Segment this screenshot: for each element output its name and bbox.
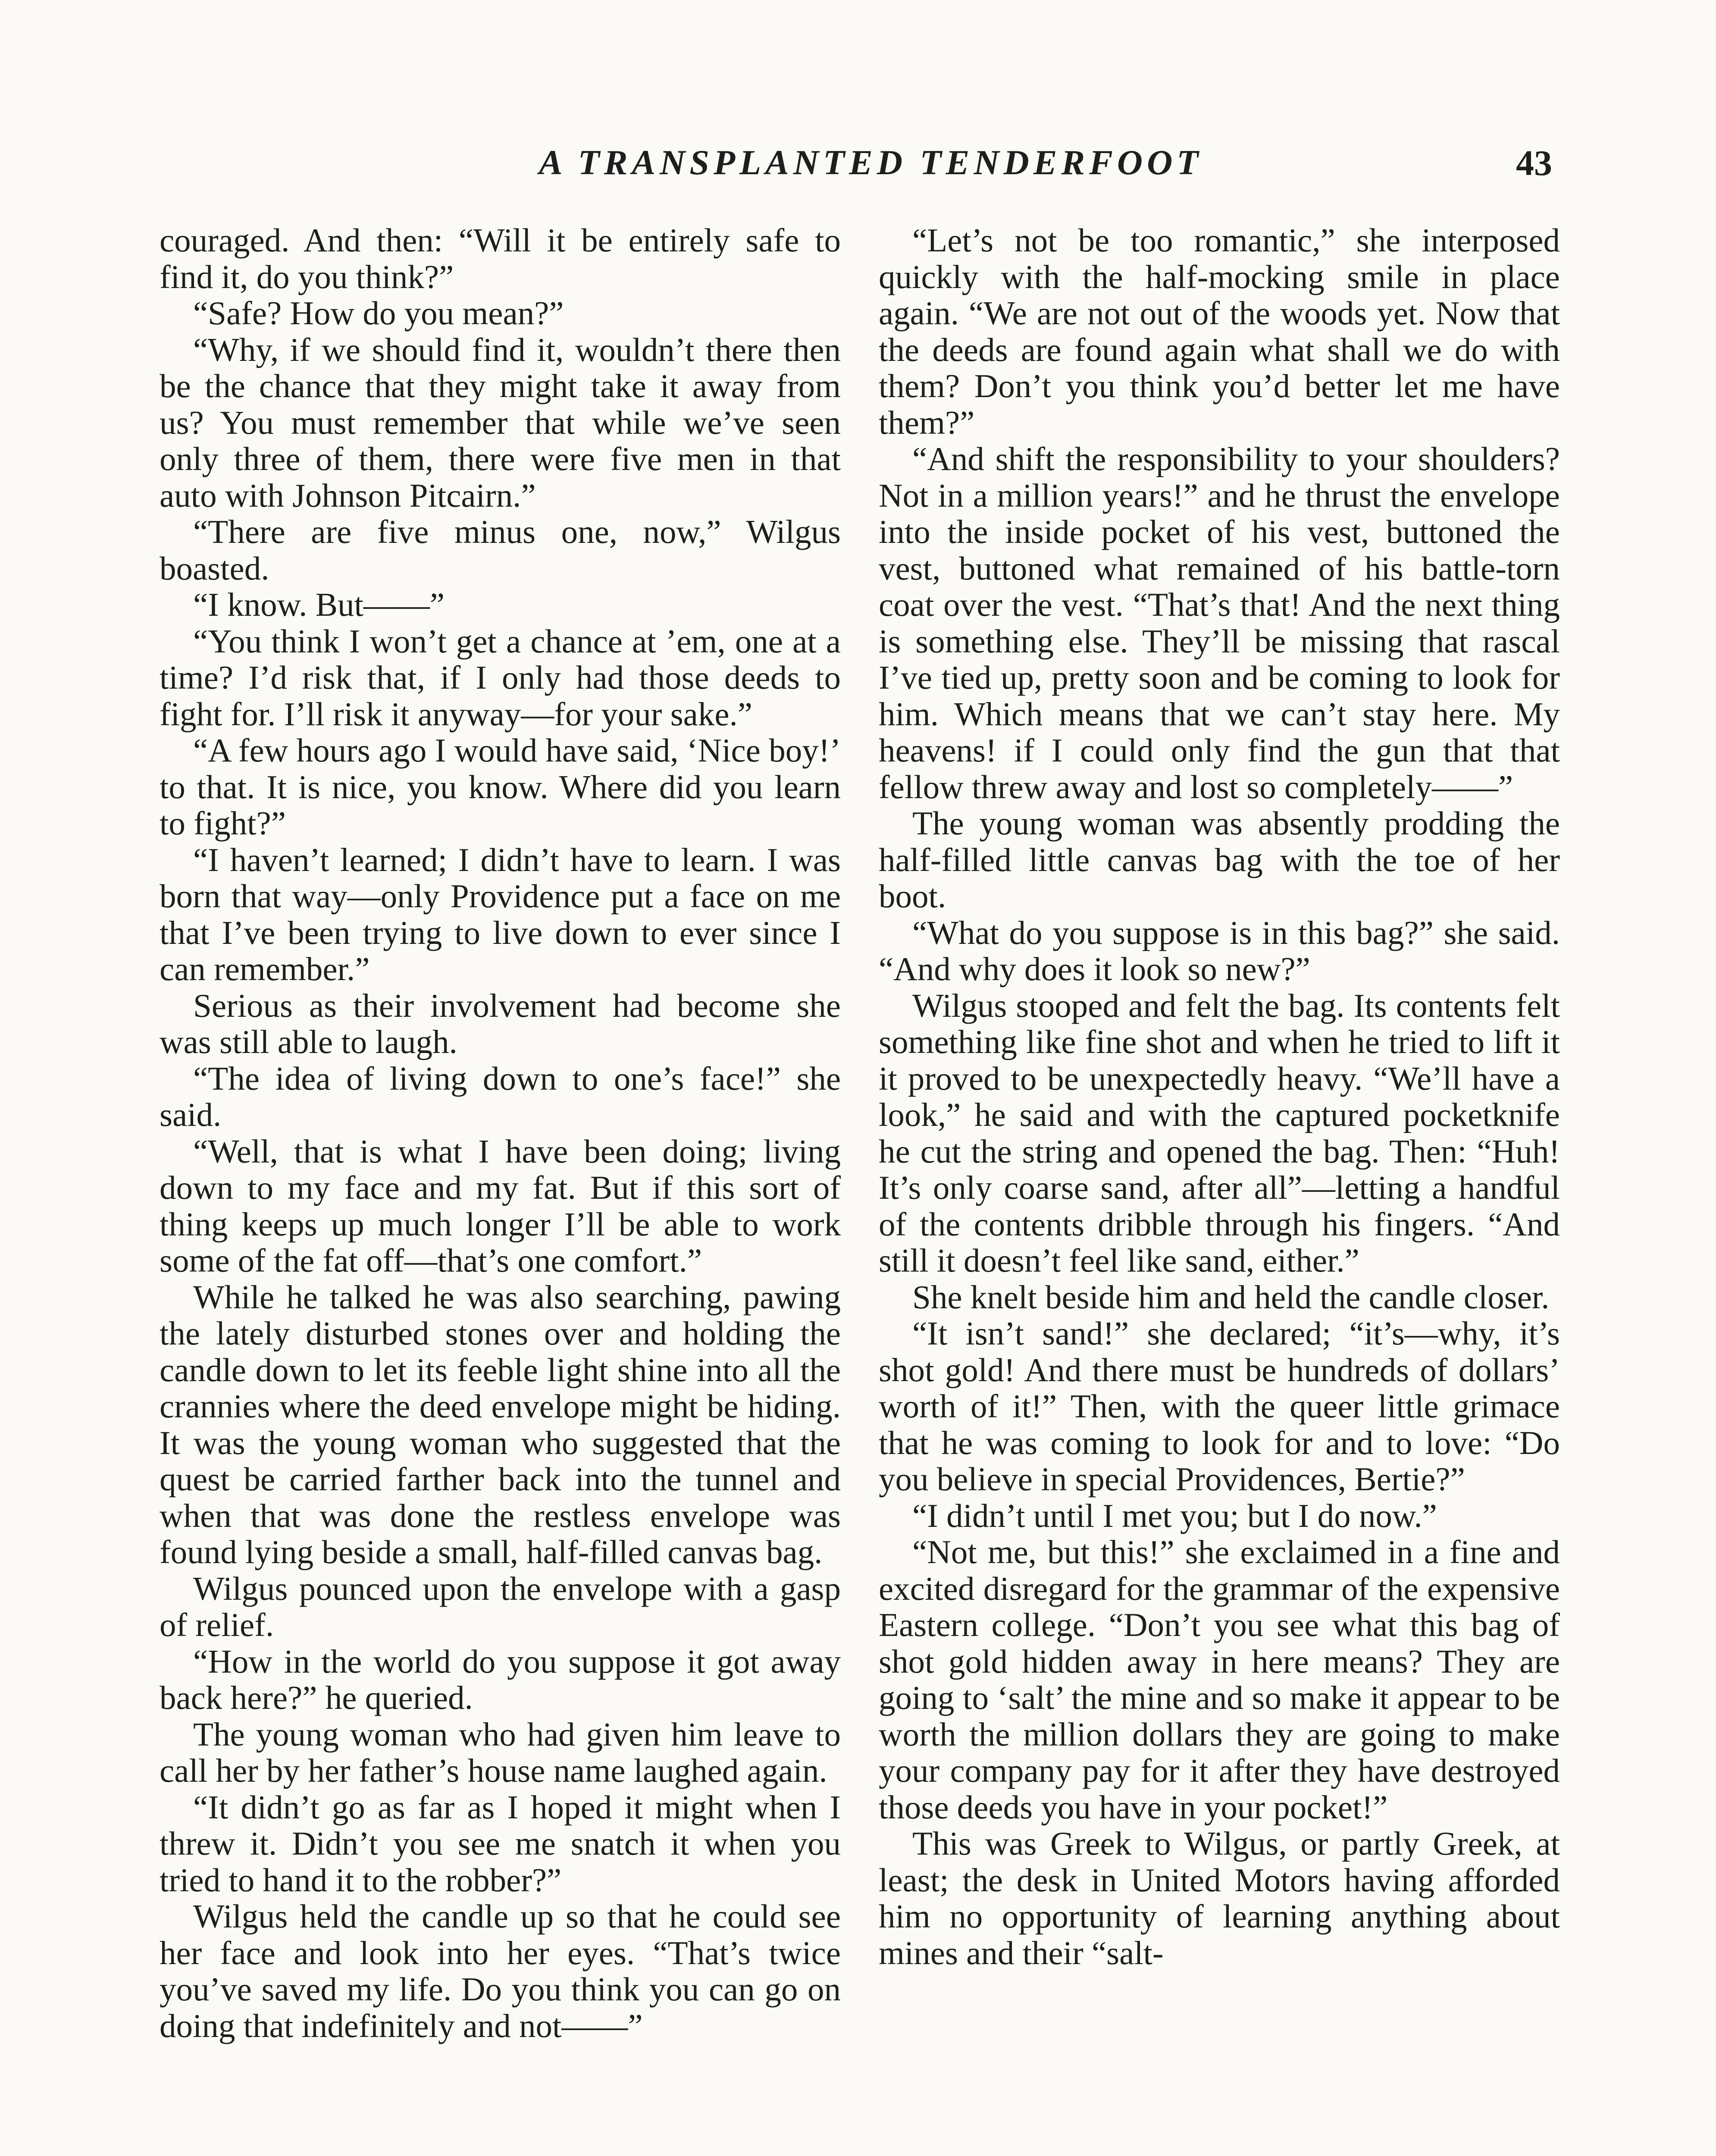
paragraph: “How in the world do you suppose it got away back here?” he queried. — [160, 1642, 841, 1716]
paragraph: Wilgus pounced upon the envelope with a gasp of relief. — [160, 1570, 841, 1643]
paragraph: “Why, if we should find it, wouldn’t there then be the chance that they might take it away from us? You must remember that while we’ve seen only three of them, there were five men in that auto with Johnson Pitcairn.” — [160, 331, 841, 514]
paragraph: “The idea of living down to one’s face!” she said. — [160, 1059, 841, 1133]
paragraph: “I know. But——” — [193, 586, 445, 623]
running-title: A TRANSPLANTED TENDERFOOT — [539, 143, 1203, 182]
paragraph: “A few hours ago I would have said, ‘Nice boy!’ to that. It is nice, you know. Where did you learn to fight?” — [160, 732, 841, 842]
page-header — [160, 142, 1556, 190]
article-body — [160, 222, 1560, 2156]
paragraph: “I didn’t until I met you; but I do now.” — [912, 1497, 1437, 1534]
paragraph: “It isn’t sand!” she declared; “it’s—why, it’s shot gold! And there must be hundreds of dollars’ worth of it!” Then, with the queer little grimace that he was coming to look for and to love: “Do you believe in special Providences, Bertie?” — [879, 1315, 1560, 1498]
paragraph: “Safe? How do you mean?” — [193, 295, 564, 332]
paragraph: She knelt beside him and held the candle closer. — [912, 1278, 1550, 1316]
paragraph: This was Greek to Wilgus, or partly Greek, at least; the desk in United Motors having afforded him no opportunity of learning anything about mines and their “salt- — [879, 1825, 1560, 1971]
right-column — [879, 222, 1560, 2156]
paragraph: “There are five minus one, now,” Wilgus boasted. — [160, 513, 841, 587]
paragraph: The young woman was absently prodding the half-filled little canvas bag with the toe of her boot. — [879, 805, 1560, 915]
paragraph: “Let’s not be too romantic,” she interposed quickly with the half-mocking smile in place again. “We are not out of the woods yet. Now that the deeds are found again what shall we do with them? Don’t you think you’d better let me have them?” — [879, 222, 1560, 441]
paragraph: Serious as their involvement had become she was still able to laugh. — [160, 987, 841, 1060]
paragraph: Wilgus stooped and felt the bag. Its contents felt something like fine shot and when he tried to lift it it proved to be unexpectedly heavy. “We’ll have a look,” he said and with the captured pocketknife he cut the string and opened the bag. Then: “Huh! It’s only coarse sand, after all”—letting a handful of the contents dribble through his fingers. “And still it doesn’t feel like sand, either.” — [879, 987, 1560, 1279]
paragraph: “You think I won’t get a chance at ’em, one at a time? I’d risk that, if I only had those deeds to fight for. I’ll risk it anyway—for your sake.” — [160, 622, 841, 733]
paragraph: “And shift the responsibility to your shoulders? Not in a million years!” and he thrust the envelope into the inside pocket of his vest, buttoned the vest, buttoned what remained of his battle-torn coat over the vest. “That’s that! And the next thing is something else. They’ll be missing that rascal I’ve tied up, pretty soon and be coming to look for him. Which means that we can’t stay here. My heavens! if I could only find the gun that that fellow threw away and lost so completely——” — [879, 440, 1560, 805]
paragraph: While he talked he was also searching, pawing the lately disturbed stones over and holding the candle down to let its feeble light shine into all the crannies where the deed envelope might be hiding. It was the young woman who suggested that the quest be carried farther back into the tunnel and when that was done the restless envelope was found lying beside a small, half-filled canvas bag. — [160, 1278, 841, 1570]
page-number: 43 — [1516, 143, 1552, 183]
paragraph: The young woman who had given him leave to call her by her father’s house name laughed again. — [160, 1715, 841, 1789]
paragraph: couraged. And then: “Will it be entirely safe to find it, do you think?” — [160, 222, 841, 295]
paragraph: “It didn’t go as far as I hoped it might when I threw it. Didn’t you see me snatch it when you tried to hand it to the robber?” — [160, 1788, 841, 1899]
paragraph: “What do you suppose is in this bag?” she said. “And why does it look so new?” — [879, 914, 1560, 987]
paragraph: “Not me, but this!” she exclaimed in a fine and excited disregard for the grammar of the expensive Eastern college. “Don’t you see what this bag of shot gold hidden away in here means? They are going to ‘salt’ the mine and so make it appear to be worth the million dollars they are going to make your company pay for it after they have destroyed those deeds you have in your pocket!” — [879, 1533, 1560, 1826]
paragraph: “I haven’t learned; I didn’t have to learn. I was born that way—only Providence put a face on me that I’ve been trying to live down to ever since I can remember.” — [160, 841, 841, 987]
paragraph: “Well, that is what I have been doing; living down to my face and my fat. But if this sort of thing keeps up much longer I’ll be able to work some of the fat off—that’s one comfort.” — [160, 1132, 841, 1279]
left-column — [160, 222, 841, 2156]
paragraph: Wilgus held the candle up so that he could see her face and look into her eyes. “That’s twice you’ve saved my life. Do you think you can go on doing that indefinitely and not——” — [160, 1898, 841, 2044]
